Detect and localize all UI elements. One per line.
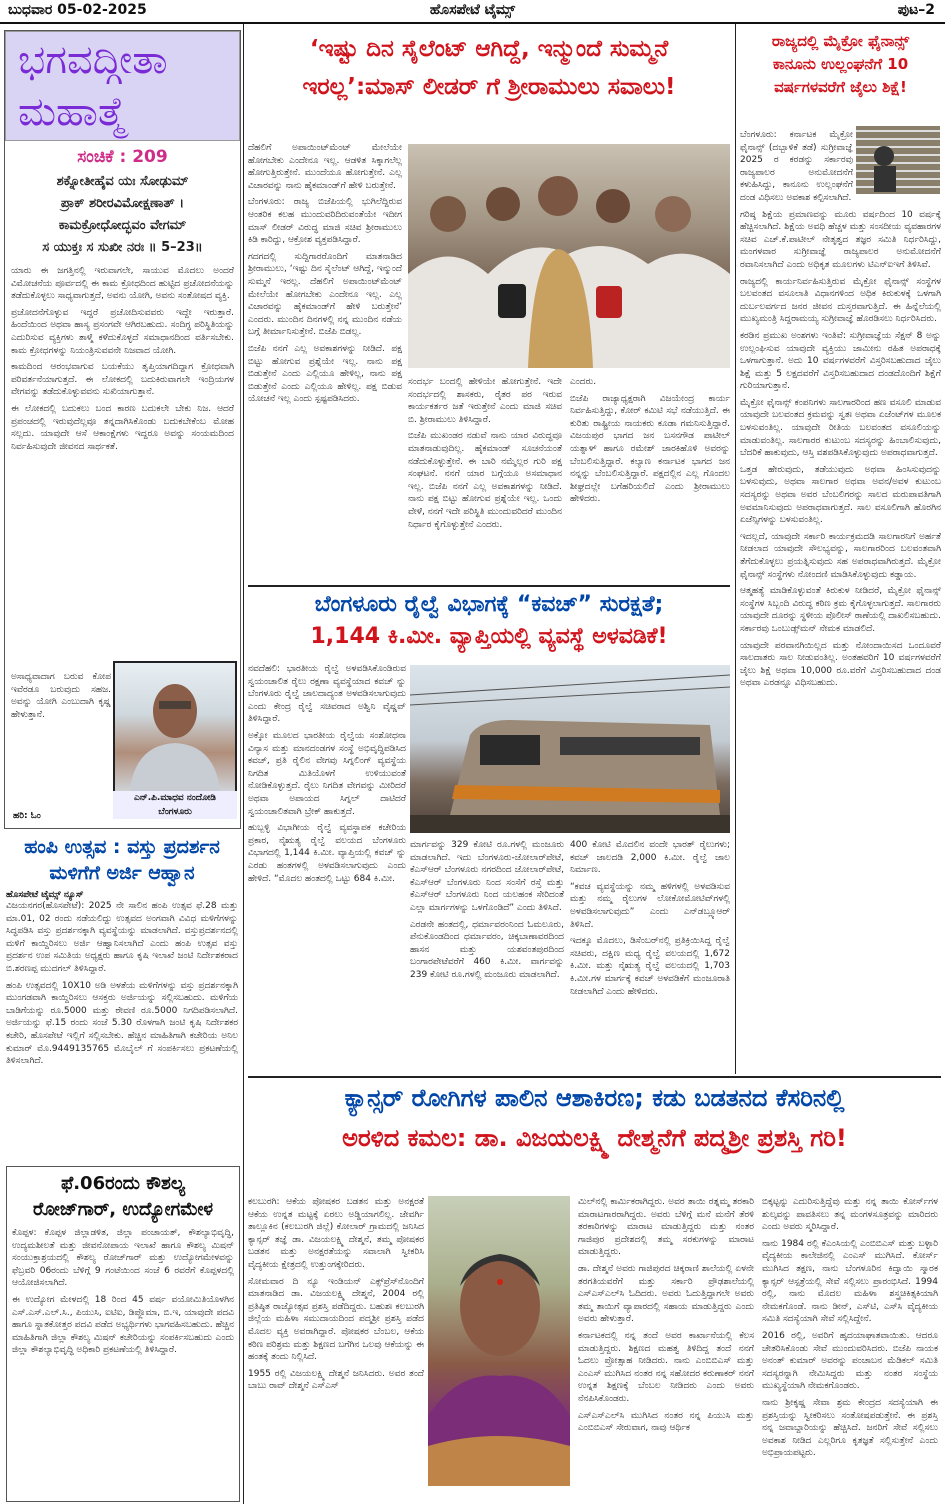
gita-title-line2: ಮಹಾತ್ಮೆ	[18, 89, 127, 135]
headline-line: ‘ಇಷ್ಟು ದಿನ ಸೈಲೆಂಟ್ ಆಗಿದ್ದೆ, ಇನ್ಮುಂದೆ ಸುಮ್ಮನೆ	[309, 36, 669, 62]
paragraph: ಬಿಜೆಪಿ ರಾಜ್ಯಾಧ್ಯಕ್ಷರಾಗಿ ವಿಜಯೇಂದ್ರ ಕಾರ್ಯ ನಿರ್ವಹಿಸುತ್ತಿದ್ದು, ಕೋರ್ ಕಮಿಟಿ ಸಭೆ ನಡೆಯುತ್ತಿದೆ. ಈ ಕುರಿತು ರಾಷ್ಟ್ರೀಯ ನಾಯಕರು ಕೂಡಾ ಗಮನಿಸುತ್ತಿದ್ದಾರೆ. ವಿಜಯಪುರ ಭಾಗದ ಜನ ಬಸನಗೌಡ ಪಾಟೀಲ್ ಯತ್ನಾಳ್ ಹಾಗೂ ರಮೇಶ್ ಜಾರಕಿಹೊಳಿ ಅವರನ್ನು ಬೆಂಬಲಿಸುತ್ತಿದ್ದಾರೆ. ಕಲ್ಯಾಣ ಕರ್ನಾಟಕ ಭಾಗದ ಜನ ನನ್ನನ್ನು ಬೆಂಬಲಿಸುತ್ತಿದ್ದಾರೆ. ಪಕ್ಷದಲ್ಲಿನ ಎಲ್ಲ ಗೊಂದಲ ಶೀಘ್ರದಲ್ಲೇ ಬಗೆಹರಿಯಲಿದೆ ಎಂದು ಶ್ರೀರಾಮುಲು ಹೇಳಿದರು.	[570, 393, 730, 505]
gita-body-end	[11, 671, 111, 811]
paragraph: ಮಿಲ್‌ನಲ್ಲಿ ಕಾರ್ಮಿಕರಾಗಿದ್ದರು. ಅವರ ತಾಯಿ ರತ್ನಮ್ಮ ತರಕಾರಿ ಮಾರಾಟಗಾರರಾಗಿದ್ದರು. ಅವರು ಬೆಳಿಗ್ಗೆ ಮನೆ ಮನೆಗೆ ತೆರಳಿ ತರಕಾರಿಗಳನ್ನು ಮಾರಾಟ ಮಾಡುತ್ತಿದ್ದರು ಮತ್ತು ನಂತರ ಗಾಜಿಪುರ ಪ್ರದೇಶದಲ್ಲಿ ತಮ್ಮ ಸರಕುಗಳನ್ನು ಮಾರಾಟ ಮಾಡುತ್ತಿದ್ದರು.	[578, 1197, 754, 1258]
headline-line: ಹಂಪಿ ಉತ್ಸವ : ವಸ್ತು ಪ್ರದರ್ಶನ	[24, 836, 220, 858]
paragraph: ಕರಡಿನ ಪ್ರಮುಖ ಅಂಶಗಳು ಇಂತಿವೆ: ಸುಗ್ರೀವಾಜ್ಞೆಯ ಸೆಕ್ಷನ್ 8 ಅನ್ನು ಉಲ್ಲಂಘಿಸುವ ಯಾವುದೇ ವ್ಯಕ್ತಿಯು ಜಾಮೀನು ರಹಿತ ಅಪರಾಧಕ್ಕೆ ಒಳಗಾಗುತ್ತಾನೆ. ಅದು 10 ವರ್ಷಗಳವರೆಗೆ ವಿಸ್ತರಿಸಬಹುದಾದ ಜೈಲು ಶಿಕ್ಷೆ ಮತ್ತು 5 ಲಕ್ಷದವರೆಗೆ ವಿಸ್ತರಿಸಬಹುದಾದ ದಂಡದೊಂದಿಗೆ ಶಿಕ್ಷೆಗೆ ಗುರಿಯಾಗುತ್ತಾನೆ.	[740, 330, 941, 392]
sriramulu-article	[248, 30, 730, 585]
headline-line: ಮಳಿಗೆಗೆ ಅರ್ಜಿ ಆಹ್ವಾನ	[49, 862, 195, 884]
column-rule	[243, 24, 244, 1504]
shloka-line: ಪ್ರಾಕ್ ಶರೀರವಿಮೋಕ್ಷಣಾತ್ ।	[60, 196, 185, 211]
paragraph: ಅಸಾಧ್ಯವಾದಾಗ ಬರುವ ಕೋಪ ಇವೆರಡೂ ಬರುವುದು ಸಹಜ. ಅವನ್ನು ಯೋಗಿ ಎಂಬುದಾಗಿ ಕೃಷ್ಣ ಹೇಳುತ್ತಾನೆ.	[11, 672, 111, 720]
jail-cartoon-icon	[856, 126, 940, 194]
paragraph: ಒತ್ತಡ ಹೇರುವುದು, ತಡೆಯುವುದು ಅಥವಾ ಹಿಂಸಿಸುವುದನ್ನು ಬಳಸುವುದು, ಅಥವಾ ಸಾಲಗಾರ ಅಥವಾ ಅವನ/ಅವಳ ಕುಟುಂಬ ಸದಸ್ಯರನ್ನು ಅಥವಾ ಅವರ ಬೆಂಬಲಿಗರನ್ನು ಸಾಲದ ಮರುಪಾವತಿಗಾಗಿ ಅವಮಾನಿಸುವುದು ಅಪರಾಧವಾಗುತ್ತದೆ. ಸಾಲ ವಸೂಲಿಗಾಗಿ ಹೊರಗಿನ ಏಜೆನ್ಸಿಗಳನ್ನು ಬಳಸುವಂತಿಲ್ಲ.	[740, 464, 941, 526]
padmashri-article	[248, 1076, 941, 1502]
author-portrait-icon	[115, 663, 235, 791]
microfinance-illustration	[856, 126, 940, 194]
paragraph: ಇದಲ್ಲದೆ, ಯಾವುದೇ ಸರ್ಕಾರಿ ಕಾರ್ಯಕ್ರಮದಡಿ ಸಾಲಗಾರನಿಗೆ ಅರ್ಹತೆ ನೀಡಲಾದ ಯಾವುದೇ ಸೌಲಭ್ಯವನ್ನು, ಸಾಲಗಾರರಿಂದ ಬಲವಂತವಾಗಿ ತೆಗೆದುಕೊಳ್ಳಲು ಪ್ರಯತ್ನಿಸುವುದು ಸಹ ಅಪರಾಧವಾಗಿರುತ್ತದೆ. ಮೈಕ್ರೋ ಫೈನಾನ್ಸ್ ಸಂಸ್ಥೆಗಳು ನೋಂದಣಿ ಮಾಡಿಸಿಕೊಳ್ಳುವುದು ಕಡ್ಡಾಯ.	[740, 531, 941, 580]
paragraph: ಬೆಂಗಳೂರು: ರಾಜ್ಯ ಬಿಜೆಪಿಯಲ್ಲಿ ಭುಗಿಲೆದ್ದಿರುವ ಆಂತರಿಕ ಕಲಹ ಮುಂದುವರಿದಿರುವಂತೆಯೇ ಇದೀಗ ಮಾಸ್ ಲೀಡರ್ ವಿರುದ್ಧ ಮಾಜಿ ಸಚಿವ ಶ್ರೀರಾಮುಲು ಕಿಡಿ ಕಾರಿದ್ದು, ಆಕ್ರೋಶ ವ್ಯಕ್ತಪಡಿಸಿದ್ದಾರೆ.	[248, 197, 402, 246]
kavach-article	[248, 585, 730, 1077]
shloka-line: ಸ ಯುಕ್ತಃ ಸ ಸುಖೀ ನರಃ ॥ 5–23॥	[42, 240, 203, 255]
gita-title-line1: ಭಗವದ್ಗೀತಾ	[18, 37, 168, 83]
paragraph: 2016 ರಲ್ಲಿ, ಅವರಿಗೆ ಹೃದಯಾಘಾತವಾಯಿತು. ಆದರೂ ಚೇತರಿಸಿಕೊಂಡು ಸೇವೆ ಮುಂದುವರಿಸಿದರು. ಬಿಜೆಪಿ ನಾಯಕ ಅನಂತ್ ಕುಮಾರ್ ಅವರನ್ನು ಪಂಚಾಬನ ಮೆಡಿಕಲ್ ಸಮಿತಿ ಸದಸ್ಯರನ್ನಾಗಿ ನೇಮಿಸಿದ್ದರು ಮತ್ತು ನಂತರ ಸಂಸ್ಥೆಯ ಮುಖ್ಯಸ್ಥೆಯಾಗಿ ನೇಮಕಗೊಂಡರು.	[762, 1330, 938, 1392]
paragraph: ಕೊಪ್ಪಳ: ಕೊಪ್ಪಳ ಜಿಲ್ಲಾಡಳಿತ, ಜಿಲ್ಲಾ ಪಂಚಾಯತ್, ಕೌಶಲ್ಯಾಭಿವೃದ್ಧಿ, ಉದ್ಯಮಶೀಲತೆ ಮತ್ತು ಜೀವನೋಪಾಯ ಇಲಾಖೆ ಹಾಗೂ ಕೌಶಲ್ಯ ಮಿಷನ್ ಸಂಯುಕ್ತಾಶ್ರಯದಲ್ಲಿ ಕೌಶಲ್ಯ ರೋಜ್‌ಗಾರ್ ಮತ್ತು ಉದ್ಯೋಗಮೇಳವನ್ನು ಫೆಬ್ರವರಿ 06ರಂದು ಬೆಳಿಗ್ಗೆ 9 ಗಂಟೆಯಿಂದ ಸಂಜೆ 6 ರವರೆಗೆ ಕೊಪ್ಪಳದಲ್ಲಿ ಆಯೋಜಿಸಲಾಗಿದೆ.	[12, 1228, 234, 1289]
paragraph: ಮೈಕ್ರೋ ಫೈನಾನ್ಸ್ ಕಂಪನಿಗಳು ಸಾಲಗಾರರಿಂದ ಹಣ ವಸೂಲಿ ಮಾಡುವ ಯಾವುದೇ ಬಲವಂತದ ಕ್ರಮವನ್ನು ಸ್ವತಃ ಅಥವಾ ಏಜೆಂಟ್‌ಗಳ ಮೂಲಕ ಬಳಸುವಂತಿಲ್ಲ. ಯಾವುದೇ ರೀತಿಯ ಬಲವಂತದ ವಸೂಲಿಯನ್ನು ಮಾಡುವಂತಿಲ್ಲ. ಸಾಲಗಾರರ ಕುಟುಂಬ ಸದಸ್ಯರನ್ನು ಹಿಂಬಾಲಿಸುವುದು, ಬೆದರಿಕೆ ಹಾಕುವುದು, ಆಸ್ತಿ ವಶಪಡಿಸಿಕೊಳ್ಳುವುದು ಅಪರಾಧವಾಗುತ್ತದೆ.	[740, 397, 941, 459]
paragraph: “ಕವಚ ವ್ಯವಸ್ಥೆಯನ್ನು ನಮ್ಮ ಹಳಿಗಳಲ್ಲಿ ಅಳವಡಿಸುವ ಮತ್ತು ನಮ್ಮ ರೈಲುಗಳ ಲೋಕೋಮೋಟಿವ್‌ಗಳಲ್ಲಿ ಅಳವಡಿಸಲಾಗುವುದು” ಎಂದು ಎನ್‌ಡಬ್ಲ್ಯೂಆರ್ ತಿಳಿಸಿದೆ.	[570, 881, 730, 930]
hampi-article	[6, 834, 238, 1156]
author-photo	[113, 661, 237, 793]
paragraph: ನಾನು ಶ್ರೀಕೃಷ್ಣ ಸೇವಾ ಶ್ರಮ ಕೇಂದ್ರದ ಸದಸ್ಯೆಯಾಗಿ ಈ ಪ್ರಶಸ್ತಿಯನ್ನು ಸ್ವೀಕರಿಸಲು ಸಂತೋಷಪಡುತ್ತೇನೆ. ಈ ಪ್ರಶಸ್ತಿ ನನ್ನ ಜವಾಬ್ದಾರಿಯನ್ನು ಹೆಚ್ಚಿಸಿದೆ. ಜನರಿಗೆ ಸೇವೆ ಸಲ್ಲಿಸಲು ಅವಕಾಶ ನೀಡಿದ ಎಲ್ಲರಿಗೂ ಕೃತಜ್ಞತೆ ಸಲ್ಲಿಸುತ್ತೇನೆ ಎಂದು ಅಭಿಪ್ರಾಯಪಟ್ಟರು.	[762, 1397, 938, 1459]
column-rule	[735, 24, 736, 1074]
vijayalakshmi-photo	[428, 1196, 570, 1486]
sriramulu-col2	[408, 376, 562, 582]
paragraph: ಪ್ರಚೋದನೆಗೊಳ್ಳುವ ಇದ್ದರೆ ಪ್ರಚೋದಿಸುವವರು ಇದ್ದೇ ಇರುತ್ತಾರೆ. ಹಿಂದೆಯಿಂದ ಅಥವಾ ಹಾಸ್ಯ ಪ್ರಸಂಗವೇ ಆಗಿರಬಹುದು. ಸಂದಿಗ್ಧ ಪರಿಸ್ಥಿತಿಯನ್ನು ಎದುರಿಸುವ ವ್ಯಕ್ತಿಗಳು ತಾಳ್ಮೆ ಕಳೆದುಕೊಳ್ಳದೆ ಸಮಾಧಾನದಿಂದ ವರ್ತಿಸಬೇಕು. ಕಾಮ ಕ್ರೋಧಗಳನ್ನು ನಿಯಂತ್ರಿಸುವವನೇ ನಿಜವಾದ ಯೋಗಿ.	[11, 307, 234, 356]
gita-shloka	[5, 171, 240, 259]
headline-line: ವರ್ಷಗಳವರೆಗೆ ಜೈಲು ಶಿಕ್ಷೆ!	[774, 78, 907, 96]
masthead	[0, 0, 945, 24]
paragraph: ಹುಬ್ಬಳ್ಳಿ ವಿಭಾಗೀಯ ರೈಲ್ವೆ ವ್ಯವಸ್ಥಾಪಕ ಕಚೇರಿಯ ಪ್ರಕಾರ, ನೈಋತ್ಯ ರೈಲ್ವೆ ವಲಯದ ಬೆಂಗಳೂರು ವಿಭಾಗದಲ್ಲಿ 1,144 ಕಿ.ಮೀ. ವ್ಯಾಪ್ತಿಯಲ್ಲಿ ಕವಚ್ ನ್ನು ಎರಡು ಹಂತಗಳಲ್ಲಿ ಅಳವಡಿಸಲಾಗುವುದು ಎಂದು ಹೇಳಿದೆ. “ಮೊದಲ ಹಂತದಲ್ಲಿ ಒಟ್ಟು 684 ಕಿ.ಮೀ.	[248, 823, 406, 884]
headline-line: ರೋಜ್‌ಗಾರ್, ಉದ್ಯೋಗಮೇಳ	[32, 1199, 214, 1220]
hampi-headline	[6, 834, 238, 886]
paragraph: ಕಾಮದಿಂದ ಆರಂಭವಾಗುವ ಬಯಕೆಯು ತೃಪ್ತಿಯಾಗದಿದ್ದಾಗ ಕ್ರೋಧವಾಗಿ ಪರಿವರ್ತನೆಯಾಗುತ್ತದೆ. ಈ ಲೋಕದಲ್ಲಿ ಬದುಕಿರುವಾಗಲೇ ಇಂದ್ರಿಯಗಳ ವೇಗವನ್ನು ತಡೆದುಕೊಳ್ಳುವವನು ಸುಖಿಯಾಗುತ್ತಾನೆ.	[11, 362, 234, 398]
headline-line: ಅರಳಿದ ಕಮಲ: ಡಾ. ವಿಜಯಲಕ್ಷ್ಮಿ ದೇಶ್ಮನೆಗೆ ಪದ್ಮಶ್ರೀ ಪ್ರಶಸ್ತಿ ಗರಿ!	[342, 1124, 847, 1152]
paragraph: ನವದೆಹಲಿ: ಭಾರತೀಯ ರೈಲ್ವೆ ಅಳವಡಿಸಿಕೊಂಡಿರುವ ಸ್ವಯಂಚಾಲಿತ ರೈಲು ರಕ್ಷಣಾ ವ್ಯವಸ್ಥೆಯಾದ ಕವಚ್ ನ್ನು ಬೆಂಗಳೂರು ರೈಲ್ವೆ ಜಾಲದಾದ್ಯಂತ ಅಳವಡಿಸಲಾಗುವುದು ಎಂದು ಕೇಂದ್ರ ರೈಲ್ವೆ ಸಚಿವರಾದ ಅಶ್ವಿನಿ ವೈಷ್ಣವ್ ತಿಳಿಸಿದ್ದಾರೆ.	[248, 664, 406, 725]
paragraph: ಯಾವುದೇ ಪರವಾನಗಿಯಿಲ್ಲದ ಮತ್ತು ನೋಂದಾಯಿಸದ ಒಂದೂವರೆ ಸಾಲದಾತರು ಸಾಲ ನೀಡುವಂತಿಲ್ಲ. ಅಂತಹವರಿಗೆ 10 ವರ್ಷಗಳವರೆಗೆ ಜೈಲು ಶಿಕ್ಷೆ ಅಥವಾ 10,000 ರೂ.ವರೆಗೆ ವಿಸ್ತರಿಸಬಹುದಾದ ದಂಡ ಅಥವಾ ಎರಡನ್ನೂ ವಿಧಿಸಬಹುದು.	[740, 640, 941, 689]
kavach-train-photo	[410, 665, 730, 833]
headline-line: ರಾಜ್ಯದಲ್ಲಿ ಮೈಕ್ರೋ ಫೈನಾನ್ಸ್	[771, 32, 910, 50]
job-fair-article	[6, 1166, 240, 1502]
padmashri-col3	[762, 1196, 938, 1500]
kavach-headline-line1: ಬೆಂಗಳೂರು ರೈಲ್ವೆ ವಿಭಾಗಕ್ಕೆ “ಕವಚ್” ಸುರಕ್ಷತೆ;	[314, 592, 664, 617]
job-fair-headline	[7, 1171, 239, 1223]
headline-line: ಕ್ಯಾನ್ಸರ್ ರೋಗಿಗಳ ಪಾಲಿನ ಆಶಾಕಿರಣ; ಕಡು ಬಡತನದ ಕೆಸರಿನಲ್ಲಿ	[344, 1084, 845, 1112]
paragraph: ಕರ್ನಾಟಕದಲ್ಲಿ ನನ್ನ ತಂದೆ ಅವರ ಕಾರ್ಖಾನೆಯಲ್ಲಿ ಕೆಲಸ ಮಾಡುತ್ತಿದ್ದರು. ಶಿಕ್ಷಣದ ಮಹತ್ವ ತಿಳಿದಿದ್ದ ತಂದೆ ನನಗೆ ಓದಲು ಪ್ರೋತ್ಸಾಹ ನೀಡಿದರು. ನಾನು ಎಂಬಿಬಿಎಸ್ ಮತ್ತು ಎಂಎಸ್ ಮುಗಿಸಿದ ನಂತರ ನನ್ನ ಸಹೋದರ ಕರುಣಾಕರ್ ನನಗೆ ಉನ್ನತ ಶಿಕ್ಷಣಕ್ಕೆ ಬೆಂಬಲ ನೀಡಿದರು ಎಂದು ಅವರು ನೆನಪಿಸಿಕೊಂಡರು.	[578, 1330, 754, 1404]
kavach-col2	[410, 839, 564, 1073]
gita-title	[5, 31, 240, 141]
train-icon	[410, 665, 730, 833]
padmashri-col1	[248, 1196, 424, 1500]
paragraph: ನಾನು 1984 ರಲ್ಲಿ ಕೆಎಂಸಿಯಲ್ಲಿ ಎಂಬಿಬಿಎಸ್ ಮತ್ತು ಬಳ್ಳಾರಿ ವೈದ್ಯಕೀಯ ಕಾಲೇಜಿನಲ್ಲಿ ಎಂಎಸ್ ಮುಗಿಸಿದೆ. ಕೋರ್ಸ್ ಮುಗಿಸಿದ ತಕ್ಷಣ, ನಾನು ಬೆಂಗಳೂರಿನ ಕಿದ್ವಾಯಿ ಸ್ಮಾರಕ ಕ್ಯಾನ್ಸರ್ ಆಸ್ಪತ್ರೆಯಲ್ಲಿ ಸೇವೆ ಸಲ್ಲಿಸಲು ಪ್ರಾರಂಭಿಸಿದೆ. 1994 ರಲ್ಲಿ, ನಾನು ಮೊದಲ ಮಹಿಳಾ ಶಸ್ತ್ರಚಿಕಿತ್ಸಕಿಯಾಗಿ ನೇಮಕಗೊಂಡೆ. ನಾನು ಡೀನ್, ಎಸ್‌ಟಿ, ಎಸ್‌ಸಿ ವೈದ್ಯಕೀಯ ಸಮಿತಿ ಸದಸ್ಯೆಯಾಗಿ ಸೇವೆ ಸಲ್ಲಿಸಿದ್ದೇನೆ.	[762, 1238, 938, 1325]
sriramulu-col3	[570, 376, 730, 582]
gita-issue-number: ಸಂಚಿಕೆ : 209	[77, 147, 168, 167]
sriramulu-col1	[248, 142, 402, 582]
paragraph: ಎಂದರು.	[570, 377, 597, 387]
shloka-line: ಕಾಮಕ್ರೋಧೋದ್ಭವಂ ವೇಗಮ್	[58, 218, 187, 233]
gita-body	[5, 259, 240, 637]
headline-line: ಕಾನೂನು ಉಲ್ಲಂಘನೆಗೆ 10	[772, 55, 909, 73]
headline-line: ಇರಲ್ಲ’:ಮಾಸ್ ಲೀಡರ್ ಗೆ ಶ್ರೀರಾಮುಲು ಸವಾಲು!	[302, 74, 676, 100]
paragraph: ಇದಕ್ಕೂ ಮೊದಲು, ಡಿಸೆಂಬರ್‌ನಲ್ಲಿ ಪ್ರತಿಕ್ರಿಯಿಸಿದ್ದ ರೈಲ್ವೆ ಸಚಿವರು, ದಕ್ಷಿಣ ಮಧ್ಯ ರೈಲ್ವೆ ವಲಯದಲ್ಲಿ 1,672 ಕಿ.ಮೀ. ಮತ್ತು ನೈಋತ್ಯ ರೈಲ್ವೆ ವಲಯದಲ್ಲಿ 1,703 ಕಿ.ಮೀ.ಗಳ ಮಾರ್ಗಕ್ಕೆ ಕವಚ್ ಅಳವಡಿಕೆಗೆ ಮಂಜೂರಾತಿ ನೀಡಲಾಗಿದೆ ಎಂದು ಹೇಳಿದರು.	[570, 936, 730, 997]
hampi-body	[6, 900, 238, 1156]
paragraph: ಈ ಉದ್ಯೋಗ ಮೇಳದಲ್ಲಿ 18 ರಿಂದ 45 ವರ್ಷ ವಯೋಮಿತಿಯೊಳಗಿನ ಎಸ್.ಎಸ್.ಎಲ್.ಸಿ., ಪಿಯುಸಿ, ಐಟಿಐ, ಡಿಪ್ಲೊಮಾ, ಬಿ.ಇ, ಯಾವುದೇ ಪದವಿ ಹಾಗೂ ಸ್ನಾತಕೋತ್ತರ ಪದವಿ ಪಡೆದ ಅಭ್ಯರ್ಥಿಗಳು ಭಾಗವಹಿಸಬಹುದು. ಹೆಚ್ಚಿನ ಮಾಹಿತಿಗಾಗಿ ಜಿಲ್ಲಾ ಕೌಶಲ್ಯ ಮಿಷನ್ ಕಚೇರಿಯನ್ನು ಸಂಪರ್ಕಿಸಬಹುದು ಎಂದು ಜಿಲ್ಲಾ ಕೌಶಲ್ಯಾಭಿವೃದ್ಧಿ ಅಧಿಕಾರಿ ಪ್ರಕಟಣೆಯಲ್ಲಿ ತಿಳಿಸಿದ್ದಾರೆ.	[12, 1294, 234, 1356]
paragraph: ಗರಿಷ್ಠ ಶಿಕ್ಷೆಯ ಪ್ರಮಾಣವನ್ನು ಮೂರು ವರ್ಷದಿಂದ 10 ವರ್ಷಕ್ಕೆ ಹೆಚ್ಚಿಸಲಾಗಿದೆ. ಶಿಕ್ಷೆಯ ಅವಧಿ ಹೆಚ್ಚಳ ಮತ್ತು ಸಂಸದೀಯ ವ್ಯವಹಾರಗಳ ಸಚಿವ ಎಚ್.ಕೆ.ಪಾಟೀಲ್ ನೇತೃತ್ವದ ತಜ್ಞರ ಸಮಿತಿ ನಿರ್ಧರಿಸಿದ್ದು, ಮಂಗಳವಾರ ಸುಗ್ರೀವಾಜ್ಞೆ ರಾಜ್ಯಪಾಲರ ಅನುಮೋದನೆಗೆ ರವಾನಿಸಲಾಗಿದೆ ಎಂದು ಅಧಿಕೃತ ಮೂಲಗಳು ಟಿಎನ್ಐಇಗೆ ತಿಳಿಸಿವೆ.	[740, 209, 941, 270]
paragraph: ಹಂಪಿ ಉತ್ಸವದಲ್ಲಿ 10X10 ಅಡಿ ಅಳತೆಯ ಮಳಿಗೆಗಳನ್ನು ವಸ್ತು ಪ್ರದರ್ಶನಕ್ಕಾಗಿ ಮುಂಗಡವಾಗಿ ಕಾಯ್ದಿರಿಸಲು ಆಸಕ್ತರು ಅರ್ಜಿಯನ್ನು ಸಲ್ಲಿಸಬಹುದು. ಮಳಿಗೆಯ ಬಾಡಿಗೆಯನ್ನು ರೂ.5000 ಮತ್ತು ಠೇವಣಿ ರೂ.5000 ನಿಗದಿಪಡಿಸಲಾಗಿದೆ. ಅರ್ಜಿಯನ್ನು ಫೆ.15 ರಂದು ಸಂಜೆ 5.30 ರೊಳಗಾಗಿ ಜಂಟಿ ಕೃಷಿ ನಿರ್ದೇಶಕರ ಕಚೇರಿ, ಹೊಸಪೇಟೆ ಇಲ್ಲಿಗೆ ಸಲ್ಲಿಸಬೇಕು. ಹೆಚ್ಚಿನ ಮಾಹಿತಿಗಾಗಿ ಕಚೇರಿಯ ಅನಿಲ ಕುಮಾರ್ ಮೊ.9449135765 ಮೊಬೈಲ್ ಗೆ ಸಂಪರ್ಕಿಸಲು ಪ್ರಕಟಣೆಯಲ್ಲಿ ತಿಳಿಸಲಾಗಿದೆ.	[6, 980, 238, 1067]
hampi-dateline: ಹೊಸಪೇಟೆ ಟೈಮ್ಸ್ ನ್ಯೂಸ್	[6, 890, 84, 900]
kavach-headline-line2: 1,144 ಕಿ.ಮೀ. ವ್ಯಾಪ್ತಿಯಲ್ಲಿ ವ್ಯವಸ್ಥೆ ಅಳವಡಿಕೆ!	[310, 624, 668, 649]
paragraph: ಬಿಜೆಪಿ ನನಗೆ ಎಲ್ಲ ಅವಕಾಶಗಳನ್ನು ನೀಡಿದೆ. ಪಕ್ಷ ಬಿಟ್ಟು ಹೋಗುವ ಪ್ರಶ್ನೆಯೇ ಇಲ್ಲ. ನಾನು ಪಕ್ಷ ಬಿಡುತ್ತೇನೆ ಎಂದು ಎಲ್ಲಿಯೂ ಹೇಳಿಲ್ಲ, ನಾನು ಪಕ್ಷ ಬಿಡುತ್ತೇನೆ ಎಂದು ಎಲ್ಲಿಯೂ ಹೇಳಿಲ್ಲ. ಪಕ್ಷ ಬಿಡುವ ಯೋಚನೆ ಇಲ್ಲ ಎಂದು ಸ್ಪಷ್ಟಪಡಿಸಿದರು.	[248, 343, 402, 405]
doctor-portrait-icon	[428, 1196, 570, 1486]
microfinance-body	[740, 129, 941, 1074]
press-meet-photo-icon	[408, 144, 730, 368]
issue-date: ಬುಧವಾರ 05-02-2025	[8, 2, 147, 18]
paragraph: ಎಸ್‌ಎಸ್‌ಎಲ್‌ಸಿ ಮುಗಿಸಿದ ನಂತರ ನನ್ನ ಪಿಯುಸಿ ಮತ್ತು ಎಂಬಿಬಿಎಸ್ ಸೇರುವಾಗ, ನಾವು ಆರ್ಥಿಕ	[578, 1410, 754, 1434]
paragraph: ಗದಗದಲ್ಲಿ ಸುದ್ದಿಗಾರರೊಂದಿಗೆ ಮಾತನಾಡಿದ ಶ್ರೀರಾಮುಲು, ‘ಇಷ್ಟು ದಿನ ಸೈಲೆಂಟ್ ಆಗಿದ್ದೆ, ಇನ್ಮುಂದೆ ಸುಮ್ಮನೆ ಇರಲ್ಲ. ದೆಹಲಿಗೆ ಅಪಾಯಿಂಟ್‌ಮೆಂಟ್ ಮೇಲೆಯೇ ಹೋಗಬೇಕು ಎಂದೇನೂ ಇಲ್ಲ. ಎಲ್ಲ ವಿಚಾರವನ್ನು ಹೈಕಮಾಂಡ್‌ಗೆ ಹೇಳಿ ಬರುತ್ತೇನೆ’ ಎಂದರು. ಮುಂದಿನ ದಿನಗಳಲ್ಲಿ ನನ್ನ ಮುಂದಿನ ನಡೆಯ ಬಗ್ಗೆ ತೀರ್ಮಾನಿಸುತ್ತೇನೆ. ಬಿಜೆಪಿ ಬಿಡಲ್ಲ.	[248, 251, 402, 338]
paragraph: ಈ ಲೋಕದಲ್ಲಿ ಬದುಕಲು ಬಂದ ಕಾರಣ ಬದುಕಲೇ ಬೇಕು ನಿಜ. ಆದರೆ ಪ್ರಪಂಚದಲ್ಲಿ ಇರುವುದೆಲ್ಲವೂ ತನ್ನದಾಗಿಸಿಕೊಂಡು ಬದುಕಬೇಕೆಂಬ ಮೋಹ ಸಲ್ಲದು. ಯಾವುದೇ ಆಸೆ ಆಕಾಂಕ್ಷೆಗಳು ಇದ್ದರೂ ಅವನ್ನು ಸಂಯಮದಿಂದ ನಿರ್ವಹಿಸುವುದೇ ಜೀವನದ ಸಾರ್ಥಕತೆ.	[11, 403, 234, 452]
paragraph: ಬಿಕ್ಕಟ್ಟನ್ನು ಎದುರಿಸುತ್ತಿದ್ದೆವು ಮತ್ತು ನನ್ನ ತಾಯಿ ಕೋರ್ಸ್‌ಗಳ ಶುಲ್ಕವನ್ನು ಪಾವತಿಸಲು ತನ್ನ ಮಂಗಳಸೂತ್ರವನ್ನು ಮಾರಿದರು ಎಂದು ಅವರು ಸ್ಮರಿಸಿದ್ದಾರೆ.	[762, 1197, 938, 1233]
paragraph: ಆತ್ಮಹತ್ಯೆ ಮಾಡಿಕೊಳ್ಳುವಂತೆ ಕಿರುಕುಳ ನೀಡಿದರೆ, ಮೈಕ್ರೋ ಫೈನಾನ್ಸ್ ಸಂಸ್ಥೆಗಳ ಸಿಬ್ಬಂದಿ ವಿರುದ್ಧ ಕಠಿಣ ಕ್ರಮ ಕೈಗೊಳ್ಳಲಾಗುತ್ತದೆ. ಸಾಲಗಾರರು ಯಾವುದೇ ದೂರನ್ನು ಸ್ಥಳೀಯ ಪೊಲೀಸ್ ಠಾಣೆಯಲ್ಲಿ ದಾಖಲಿಸಬಹುದು. ಸರ್ಕಾರವು ಒಂಬುಡ್ಸ್‌ಮನ್ ನೇಮಕ ಮಾಡಲಿದೆ.	[740, 586, 941, 634]
paragraph: 400 ಕೋಟಿ ಮೊದಲಿನ ವಂದೇ ಭಾರತ್ ರೈಲುಗಳು; ಕವಚ್ ಜಾಲದಡಿ 2,000 ಕಿ.ಮೀ. ರೈಲ್ವೆ ಜಾಲ ನಿರ್ಮಾಣ.	[570, 840, 730, 876]
kavach-col3	[570, 839, 730, 1073]
shloka-line: ಶಕ್ನೋತೀಹೈವ ಯಃ ಸೋಢುಮ್	[56, 174, 189, 189]
paragraph: ಎರಡನೇ ಹಂತದಲ್ಲಿ, ಧರ್ಮಾವರಂನಿಂದ ಓಮಲೂರು, ಪೆನುಕೊಂಡದಿಂದ ಧರ್ಮಾವರಂ, ಚಿಕ್ಕಬಾಣಾವರದಿಂದ ಹಾಸನ ಮತ್ತು ಯಶವಂತಪುರದಿಂದ ಬಂಗಾರಪೇಟೆವರೆಗೆ 460 ಕಿ.ಮೀ. ವಾರ್ಗವನ್ನು 239 ಕೋಟಿ ರೂ.ಗಳಲ್ಲಿ ಮಂಜೂರು ಮಾಡಲಾಗಿದೆ.	[410, 919, 564, 980]
microfinance-headline	[740, 30, 941, 99]
paper-name: ಹೊಸಪೇಟೆ ಟೈಮ್ಸ್	[429, 2, 516, 18]
author-caption	[113, 791, 237, 819]
paragraph: ರಾಜ್ಯದಲ್ಲಿ ಕಾರ್ಯನಿರ್ವಹಿಸುತ್ತಿರುವ ಮೈಕ್ರೋ ಫೈನಾನ್ಸ್ ಸಂಸ್ಥೆಗಳ ಬಲವಂತದ ವಸೂಲಾತಿ ವಿಧಾನಗಳಿಂದ ಅಧಿಕ ಕಿರುಕುಳಕ್ಕೆ ಒಳಗಾಗಿ ದುರ್ಬಲವರ್ಗದ ಜನರ ಜೀವನ ದುಸ್ತರವಾಗುತ್ತಿದೆ. ಈ ಹಿನ್ನೆಲೆಯಲ್ಲಿ ಮುಖ್ಯಮಂತ್ರಿ ಸಿದ್ದರಾಮಯ್ಯ ಸುಗ್ರೀವಾಜ್ಞೆ ಹೊರಡಿಸಲು ನಿರ್ಧರಿಸಿದರು.	[740, 276, 941, 325]
kavach-col1	[248, 663, 406, 1073]
paragraph: ಸೋಮವಾರ ದಿ ನ್ಯೂ ಇಂಡಿಯನ್ ಎಕ್ಸ್‌ಪ್ರೆಸ್‌ನೊಂದಿಗೆ ಮಾತನಾಡಿದ ಡಾ. ವಿಜಯಲಕ್ಷ್ಮಿ ದೇಶ್ಮನೆ, 2004 ರಲ್ಲಿ ಪ್ರತಿಷ್ಠಿತ ರಾಜ್ಯೋತ್ಸವ ಪ್ರಶಸ್ತಿ ಪಡೆದಿದ್ದರು. ಬಹುಶಃ ಕಲಬುರಗಿ ಜಿಲ್ಲೆಯ ಮಹಿಳಾ ಸಮುದಾಯದಿಂದ ಪದ್ಮಶ್ರೀ ಪ್ರಶಸ್ತಿ ಪಡೆದ ಮೊದಲ ವ್ಯಕ್ತಿ ಅವರಾಗಿದ್ದಾರೆ. ಪೋಷಕರ ಬೆಂಬಲ, ಆಕೆಯ ಕಠಿಣ ಪರಿಶ್ರಮ ಮತ್ತು ಶಿಕ್ಷಣದ ಬಗೆಗಿನ ಒಲವು ಆಕೆಯನ್ನು ಈ ಹಂತಕ್ಕೆ ತಂದು ನಿಲ್ಲಿಸಿದೆ.	[248, 1276, 424, 1363]
headline-line: ಫೆ.06ರಂದು ಕೌಶಲ್ಯ	[60, 1173, 186, 1194]
sriramulu-headline	[248, 30, 730, 106]
microfinance-article	[740, 30, 941, 1074]
gita-signoff: ಹರಿ: ಓಂ	[13, 811, 41, 821]
author-city: ಬೆಂಗಳೂರು	[158, 807, 192, 817]
sriramulu-photo	[408, 144, 730, 368]
paragraph: ಬಿಜೆಪಿ ಮುಖಂಡರ ನಡುವೆ ನಾನು ಯಾರ ವಿರುದ್ಧವೂ ಮಾತನಾಡುವುದಿಲ್ಲ. ಹೈಕಮಾಂಡ್ ಸೂಚನೆಯಂತೆ ನಡೆದುಕೊಳ್ಳುತ್ತೇನೆ. ಈ ಬಾರಿ ನಮ್ಮೆಲ್ಲರ ಗುರಿ ಪಕ್ಷ ಸಂಘಟನೆ. ನನಗೆ ಯಾರ ಬಗ್ಗೆಯೂ ಅಸಮಾಧಾನ ಇಲ್ಲ. ಬಿಜೆಪಿ ನನಗೆ ಎಲ್ಲ ಅವಕಾಶಗಳನ್ನು ನೀಡಿದೆ. ನಾನು ಪಕ್ಷ ಬಿಟ್ಟು ಹೋಗುವ ಪ್ರಶ್ನೆಯೇ ಇಲ್ಲ. ಒಂದು ವೇಳೆ, ನನಗೆ ಇದೇ ಪರಿಸ್ಥಿತಿ ಮುಂದುವರಿದರೆ ಮುಂದಿನ ನಿರ್ಧಾರ ಕೈಗೊಳ್ಳುತ್ತೇನೆ ಎಂದರು.	[408, 431, 562, 530]
paragraph: ಸಂದರ್ಭ ಬಂದಲ್ಲಿ ಹೇಳಿಯೇ ಹೋಗುತ್ತೇನೆ. ಇದೇ ಸಂದರ್ಭದಲ್ಲಿ ಶಾಸಕರು, ರೈತರ ಪರ ಇರುವ ಕಾರ್ಯಕರ್ತರ ಜತೆ ಇರುತ್ತೇನೆ ಎಂದು ಮಾಜಿ ಸಚಿವ ಬಿ. ಶ್ರೀರಾಮುಲು ತಿಳಿಸಿದ್ದಾರೆ.	[408, 377, 562, 425]
paragraph: ಡಾ. ದೇಶ್ಮನೆ ಅವರು ಗಾಜಿಪುರದ ಚಿಕ್ಕರಾಣಿ ಶಾಲೆಯಲ್ಲಿ ಏಳನೇ ತರಗತಿಯವರೆಗೆ ಮತ್ತು ಸರ್ಕಾರಿ ಪ್ರೌಢಶಾಲೆಯಲ್ಲಿ ಎಸ್‌ಎಸ್‌ಎಲ್‌ಸಿ ಓದಿದರು. ಅವರು ಓದುತ್ತಿದ್ದಾಗಲೇ ಅವರು ತಮ್ಮ ತಾಯಿಗೆ ವ್ಯಾಪಾರದಲ್ಲಿ ಸಹಾಯ ಮಾಡುತ್ತಿದ್ದರು ಎಂದು ಅವರು ಹೇಳುತ್ತಾರೆ.	[578, 1263, 754, 1325]
paragraph: ವಿಜಯನಗರ(ಹೊಸಪೇಟೆ): 2025 ನೇ ಸಾಲಿನ ಹಂಪಿ ಉತ್ಸವ ಫೆ.28 ಮತ್ತು ಮಾ.01, 02 ರಂದು ನಡೆಯಲಿದ್ದು ಉತ್ಸವದ ಅಂಗವಾಗಿ ವಿವಿಧ ಮಳಿಗೆಗಳನ್ನು ಸಿದ್ಧಪಡಿಸಿ ವಸ್ತು ಪ್ರದರ್ಶನಕ್ಕಾಗಿ ವ್ಯವಸ್ಥೆಯನ್ನು ಮಾಡಲಾಗಿದೆ. ವಸ್ತುಪ್ರದರ್ಶನದಲ್ಲಿ ಮಳಿಗೆ ಕಾಯ್ದಿರಿಸಲು ಅರ್ಜಿ ಆಹ್ವಾನಿಸಲಾಗಿದೆ ಎಂದು ಹಂಪಿ ಉತ್ಸವ ವಸ್ತು ಪ್ರದರ್ಶನ ಉಪ ಸಮಿತಿಯ ಅಧ್ಯಕ್ಷರು ಹಾಗೂ ಕೃಷಿ ಇಲಾಖೆ ಜಂಟಿ ನಿರ್ದೇಶಕರಾದ ಬಿ.ಶರಣಪ್ಪ ಮುದಗಲ್ ತಿಳಿಸಿದ್ದಾರೆ.	[6, 901, 238, 974]
paragraph: ದೆಹಲಿಗೆ ಅಪಾಯಿಂಟ್‌ಮೆಂಟ್ ಮೇಲೆಯೇ ಹೋಗಬೇಕು ಎಂದೇನೂ ಇಲ್ಲ. ಆಡಳಿತ ಸಿಕ್ಕಾಗಲೆಲ್ಲ ಹೋಗುತ್ತಿರುತ್ತೇನೆ. ಮುಂದೆಯೂ ಹೋಗುತ್ತೇನೆ. ಎಲ್ಲ ವಿಚಾರವನ್ನು ನಾನು ಹೈಕಮಾಂಡ್‌ಗೆ ಹೇಳಿ ಬರುತ್ತೇನೆ.	[248, 143, 402, 191]
padmashri-headline	[248, 1078, 941, 1158]
paragraph: ಯಾರು ಈ ಜಗತ್ತಿನಲ್ಲಿ ಇರುವಾಗಲೇ, ಸಾಯುವ ಮೊದಲು ಅಂದರೆ ವಿಮೋಚನೆಯ ಪೂರ್ವದಲ್ಲಿ ಈ ಕಾಮ ಕ್ರೋಧದಿಂದ ಹುಟ್ಟಿದ ಪ್ರಚೋದನೆಯನ್ನು ತಡೆದುಕೊಳ್ಳಲು ಸಾಧ್ಯವಾಗುತ್ತದೆ, ಅವನು ಯೋಗಿ, ಅವನು ಸಂತೋಷದ ವ್ಯಕ್ತಿ.	[11, 266, 234, 302]
padmashri-col2	[578, 1196, 754, 1500]
gita-box	[4, 30, 241, 829]
author-name: ಎನ್.ಪಿ.ಮಾಧವ ನಂದೋಡಿ	[134, 793, 216, 803]
job-fair-body	[7, 1223, 239, 1499]
paragraph: ಅಕ್ಕೋ ಮೂಲದ ಭಾರತೀಯ ರೈಲ್ವೆಯ ಸಂಶೋಧನಾ ವಿನ್ಯಾಸ ಮತ್ತು ಮಾನದಂಡಗಳ ಸಂಸ್ಥೆ ಅಭಿವೃದ್ಧಿಪಡಿಸಿದ ಕವಚ್, ಪ್ರತಿ ರೈಲಿನ ವೇಗವು ಸಿಗ್ನಲಿಂಗ್ ವ್ಯವಸ್ಥೆಯ ನಿಗದಿತ ಮಿತಿಯೊಳಗೆ ಉಳಿಯುವಂತೆ ನೋಡಿಕೊಳ್ಳುತ್ತದೆ. ರೈಲು ನಿಗದಿತ ವೇಗವನ್ನು ಮೀರಿದರೆ ಅಥವಾ ಅಪಾಯದ ಸಿಗ್ನಲ್ ದಾಟಿದರೆ ಸ್ವಯಂಚಾಲಿತವಾಗಿ ಬ್ರೇಕ್ ಹಾಕುತ್ತದೆ.	[248, 730, 406, 817]
paragraph: ಮಾರ್ಗವನ್ನು 329 ಕೋಟಿ ರೂ.ಗಳಲ್ಲಿ ಮಂಜೂರು ಮಾಡಲಾಗಿದೆ. ಇದು ಬೆಂಗಳೂರು-ಜೋಲಾರ್‌ಪೇಟೆ, ಕೆಎಸ್‌ಆರ್ ಬೆಂಗಳೂರು ನಗರದಿಂದ ಜೋಲಾರ್‌ಪೇಟೆ, ಕೆಎಸ್‌ಆರ್ ಬೆಂಗಳೂರು ನಿಂದ ಸಂಸೆಗೆ ರಸ್ತೆ ಮತ್ತು ಕೆಎಸ್‌ಆರ್ ಬೆಂಗಳೂರು ನಿಂದ ಯಲಹಂಕ ಸೇರಿದಂತೆ ಎಲ್ಲಾ ಮಾರ್ಗಗಳನ್ನು ಒಳಗೊಂಡಿದೆ” ಎಂದು ತಿಳಿಸಿದೆ.	[410, 840, 564, 913]
paragraph: ಬೆಂಗಳೂರು: ಕರ್ನಾಟಕ ಮೈಕ್ರೋ ಫೈನಾನ್ಸ್ (ದಬ್ಬಾಳಿಕೆ ತಡೆ) ಸುಗ್ರೀವಾಜ್ಞೆ 2025 ರ ಕರಡನ್ನು ಸರ್ಕಾರವು ರಾಜ್ಯಪಾಲರ ಅನುಮೋದನೆಗೆ ಕಳುಹಿಸಿದ್ದು, ಕಾನೂನು ಉಲ್ಲಂಘನೆಗೆ ದಂಡ ವಿಧಿಸಲು ಅವಕಾಶ ಕಲ್ಪಿಸಲಾಗಿದೆ.	[740, 130, 853, 203]
paragraph: ಕಲಬುರಗಿ: ಆಕೆಯ ಪೋಷಕರ ಬಡತನ ಮತ್ತು ಅನಕ್ಷರತೆ ಆಕೆಯ ಉನ್ನತ ಮಟ್ಟಕ್ಕೆ ಏರಲು ಅಡ್ಡಿಯಾಗಲಿಲ್ಲ. ಜೇವರ್ಗಿ ತಾಲ್ಲೂಕಿನ (ಕಲಬುರಗಿ ಜಿಲ್ಲೆ) ಕೋಲಾರ್ ಗ್ರಾಮದಲ್ಲಿ ಜನಿಸಿದ ಕ್ಯಾನ್ಸರ್ ತಜ್ಞೆ ಡಾ. ವಿಜಯಲಕ್ಷ್ಮಿ ದೇಶ್ಮನೆ, ತಮ್ಮ ಪೋಷಕರ ಬಡತನ ಮತ್ತು ಅನಕ್ಷರತೆಯನ್ನು ಸವಾಲಾಗಿ ಸ್ವೀಕರಿಸಿ ವೈದ್ಯಕೀಯ ಕ್ಷೇತ್ರದಲ್ಲಿ ಉತ್ತುಂಗಕ್ಕೇರಿದರು.	[248, 1197, 424, 1270]
page-number: ಪುಟ–2	[897, 2, 935, 18]
paragraph: 1955 ರಲ್ಲಿ ವಿಜಯಲಕ್ಷ್ಮಿ ದೇಶ್ಮನೆ ಜನಿಸಿದರು. ಅವರ ತಂದೆ ಬಾಬು ರಾವ್ ದೇಶ್ಮನೆ ಎಸ್ಎಸ್	[248, 1368, 424, 1392]
